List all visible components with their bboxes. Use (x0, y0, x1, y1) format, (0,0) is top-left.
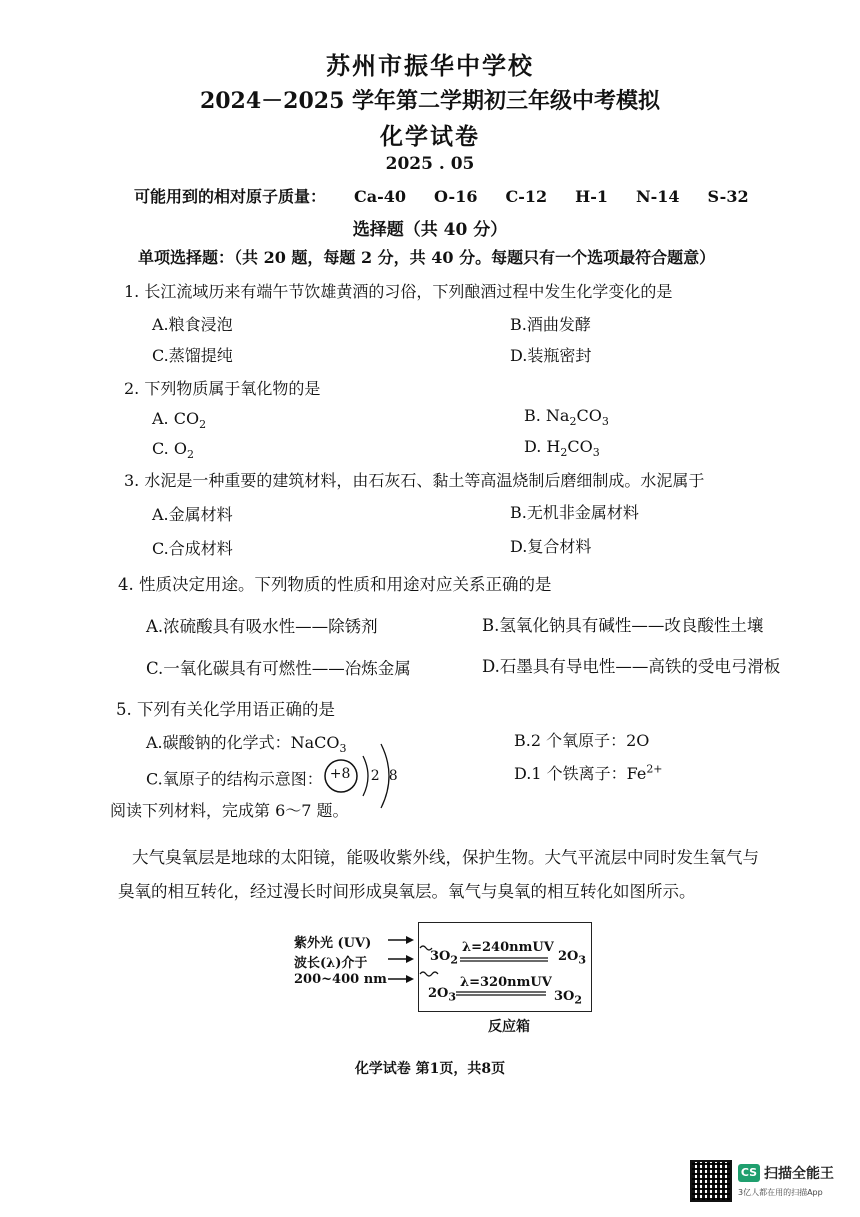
masses-label: 可能用到的相对原子质量： (134, 187, 327, 206)
reaction-2-condition: λ=320nmUV (460, 975, 552, 990)
mass-item: S-32 (707, 187, 749, 206)
scanner-app-name: 扫描全能王 (764, 1166, 834, 1182)
question-5-option-d: D.1 个铁离子：$Fe^{2+}$ (514, 762, 663, 783)
reaction-box-label: 反应箱 (488, 1019, 530, 1035)
shell-electrons-2: 8 (388, 768, 398, 784)
question-1-stem: 1. 长江流域历来有端午节饮雄黄酒的习俗，下列酿酒过程中发生化学变化的是 (124, 282, 673, 301)
question-3-option-b: B.无机非金属材料 (510, 503, 639, 522)
question-2-option-d: D. $H_2CO_3$ (524, 437, 600, 460)
camscanner-logo-icon: CS (738, 1164, 760, 1182)
mass-item: Ca-40 (354, 187, 407, 206)
question-1-option-a: A.粮食浸泡 (152, 315, 233, 334)
passage-line-2: 臭氧的相互转化，经过漫长时间形成臭氧层。氧气与臭氧的相互转化如图所示。 (118, 882, 696, 901)
reaction-2-product: $3O_2$ (554, 989, 583, 1007)
mass-item: H-1 (575, 187, 608, 206)
question-2-stem: 2. 下列物质属于氧化物的是 (124, 379, 321, 398)
reaction-1-product: $2O_3$ (558, 949, 587, 967)
question-5-option-a: A.碳酸钠的化学式：NaCO$_3$ (146, 733, 347, 756)
exam-date: 2025 . 05 (385, 154, 475, 174)
passage-line-1: 大气臭氧层是地球的太阳镜，能吸收紫外线，保护生物。大气平流层中同时发生氧气与 (132, 848, 759, 867)
question-2-option-c: C. $O_2$ (152, 439, 194, 462)
question-5-option-b: B.2 个氧原子：2O (514, 731, 650, 750)
mass-item: C-12 (505, 187, 548, 206)
shell-electrons-1: 2 (370, 768, 380, 784)
school-name: 苏州市振华中学校 (326, 51, 534, 80)
reaction-1-reactant: $3O_2$ (430, 949, 459, 967)
question-1-option-b: B.酒曲发酵 (510, 315, 591, 334)
section-title: 选择题（共 40 分） (352, 220, 508, 240)
oxygen-atom-structure-diagram (323, 758, 419, 798)
nucleus-charge: +8 (329, 766, 351, 782)
uv-label-line-2: 波长(λ)介于 (294, 956, 368, 971)
question-3-stem: 3. 水泥是一种重要的建筑材料，由石灰石、黏土等高温烧制后磨细制成。水泥属于 (124, 471, 705, 490)
question-4-option-a: A.浓硫酸具有吸水性——除锈剂 (146, 617, 378, 636)
qr-code-icon (690, 1160, 732, 1202)
mass-item: N-14 (636, 187, 680, 206)
question-4-option-d: D.石墨具有导电性——高铁的受电弓滑板 (482, 657, 781, 676)
page-footer: 化学试卷 第1页，共8页 (354, 1061, 506, 1077)
question-1-option-d: D.装瓶密封 (510, 346, 592, 365)
atomic-masses (134, 184, 749, 207)
question-2-option-b: B. $Na_2CO_3$ (524, 406, 609, 429)
question-5-stem: 5. 下列有关化学用语正确的是 (116, 700, 335, 719)
reaction-1-condition: λ=240nmUV (462, 940, 554, 955)
question-4-option-b: B.氢氧化钠具有碱性——改良酸性土壤 (482, 616, 764, 635)
ozone-conversion-diagram (292, 922, 592, 1035)
reading-note: 阅读下列材料，完成第 6～7 题。 (110, 801, 349, 820)
question-4-option-c: C.一氧化碳具有可燃性——冶炼金属 (146, 659, 411, 678)
question-4-stem: 4. 性质决定用途。下列物质的性质和用途对应关系正确的是 (118, 575, 552, 594)
exam-title: 2024－2025 学年第二学期初三年级中考模拟 (199, 88, 661, 114)
scanner-tagline: 3亿人都在用的扫描App (738, 1188, 823, 1197)
question-3-option-c: C.合成材料 (152, 539, 233, 558)
question-5-option-c: C.氧原子的结构示意图： +8 2 8 (146, 758, 419, 798)
question-3-option-a: A.金属材料 (152, 505, 233, 524)
uv-label-line-1: 紫外光 (UV) (294, 936, 372, 951)
question-1-option-c: C.蒸馏提纯 (152, 346, 233, 365)
question-2-option-a: A. $CO_2$ (152, 409, 207, 432)
section-instruction: 单项选择题：（共 20 题，每题 2 分，共 40 分。每题只有一个选项最符合题意） (138, 248, 716, 267)
mass-item: O-16 (434, 187, 478, 206)
question-3-option-d: D.复合材料 (510, 537, 592, 556)
subject-title: 化学试卷 (380, 123, 480, 150)
scanner-watermark (690, 1160, 850, 1206)
uv-label-line-3: 200~400 nm (294, 972, 387, 987)
reaction-2-reactant: $2O_3$ (428, 986, 457, 1004)
